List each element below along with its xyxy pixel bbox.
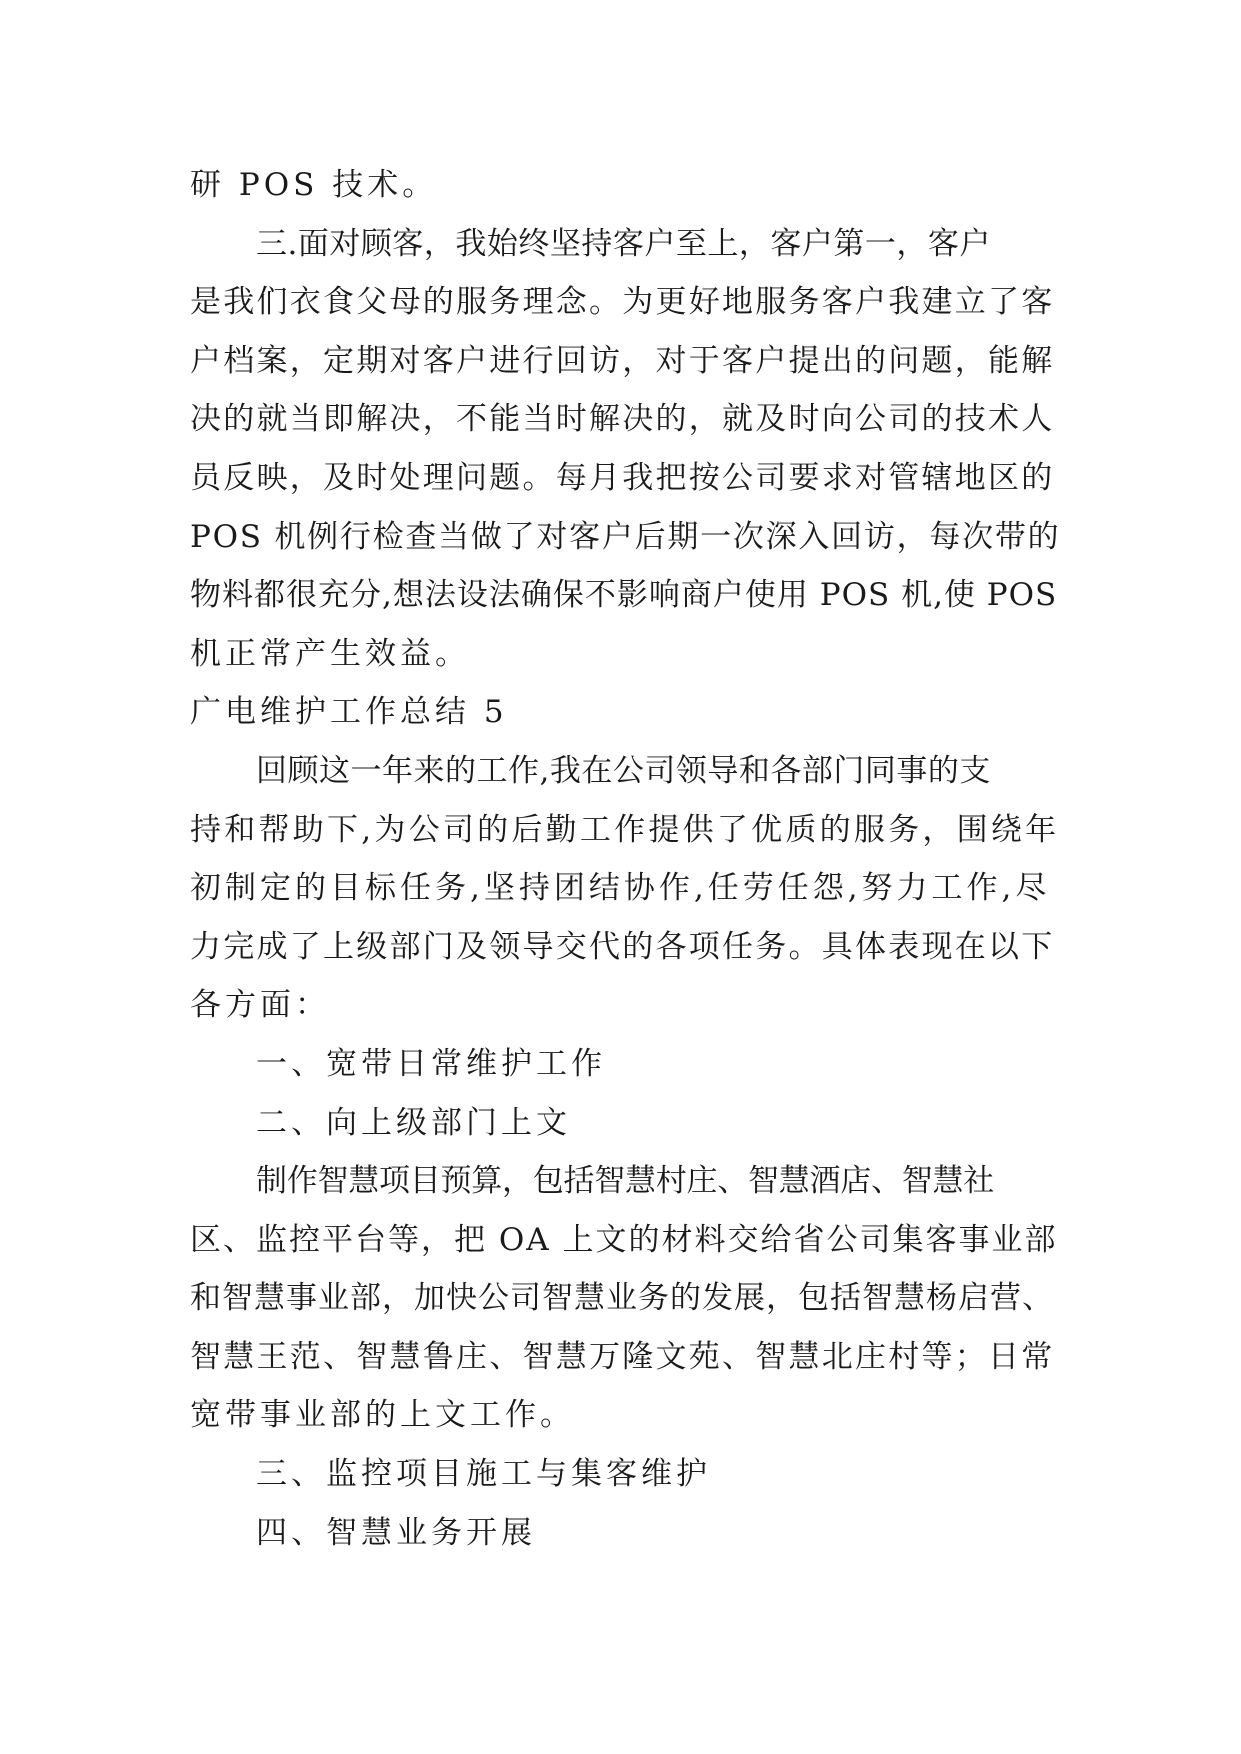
list-item-2 [190,1094,1060,1153]
text-line: 宽带事业部的上文工作。 [190,1397,575,1434]
text-line: 是我们衣食父母的服务理念。为更好地服务客户我建立了客 [190,284,1055,321]
text-line: 持和帮助下,为公司的后勤工作提供了优质的服务，围绕年 [190,811,1060,848]
section-heading [190,683,1060,742]
text-line: 各方面： [190,987,330,1024]
text-line: POS 机例行检查当做了对客户后期一次深入回访，每次带的 [190,518,1061,555]
list-item-1 [190,1035,1060,1094]
list-item-4 [190,1504,1060,1563]
text-line: 二、向上级部门上文 [256,1104,571,1141]
text-line: 力完成了上级部门及领导交代的各项任务。具体表现在以下 [190,928,1055,965]
text-line: 四、智慧业务开展 [256,1514,536,1551]
list-item-3 [190,1445,1060,1504]
text-line: 初制定的目标任务,坚持团结协作,任劳任怨,努力工作,尽 [190,870,1051,907]
text-line: 决的就当即解决，不能当时解决的，就及时向公司的技术人 [190,401,1055,438]
text-line: 物料都很充分,想法设法确保不影响商户使用 POS 机,使 POS [190,577,1058,614]
text-line: 三、监控项目施工与集客维护 [256,1456,711,1493]
paragraph-1 [190,156,1060,215]
text-line: 三.面对顾客，我始终坚持客户至上，客户第一，客户 [256,225,991,262]
text-line: 制作智慧项目预算，包括智慧村庄、智慧酒店、智慧社 [256,1163,994,1200]
text-line: 员反映，及时处理问题。每月我把按公司要求对管辖地区的 [190,459,1055,496]
paragraph-3 [190,742,1060,1035]
text-line: 回顾这一年来的工作,我在公司领导和各部门同事的支 [256,752,991,789]
text-line: 机正常产生效益。 [190,635,470,672]
text-line: 广电维护工作总结 5 [190,694,508,731]
paragraph-4 [190,1152,1060,1445]
paragraph-2 [190,215,1060,684]
text-line: 户档案，定期对客户进行回访，对于客户提出的问题，能解 [190,342,1055,379]
text-line: 一、宽带日常维护工作 [256,1045,606,1082]
document-body [190,156,1060,1562]
text-line: 和智慧事业部，加快公司智慧业务的发展，包括智慧杨启营、 [190,1280,1054,1317]
text-line: 区、监控平台等，把 OA 上文的材料交给省公司集客事业部 [190,1221,1058,1258]
text-line: 研 POS 技术。 [190,167,438,203]
text-line: 智慧王范、智慧鲁庄、智慧万隆文苑、智慧北庄村等；日常 [190,1338,1055,1375]
